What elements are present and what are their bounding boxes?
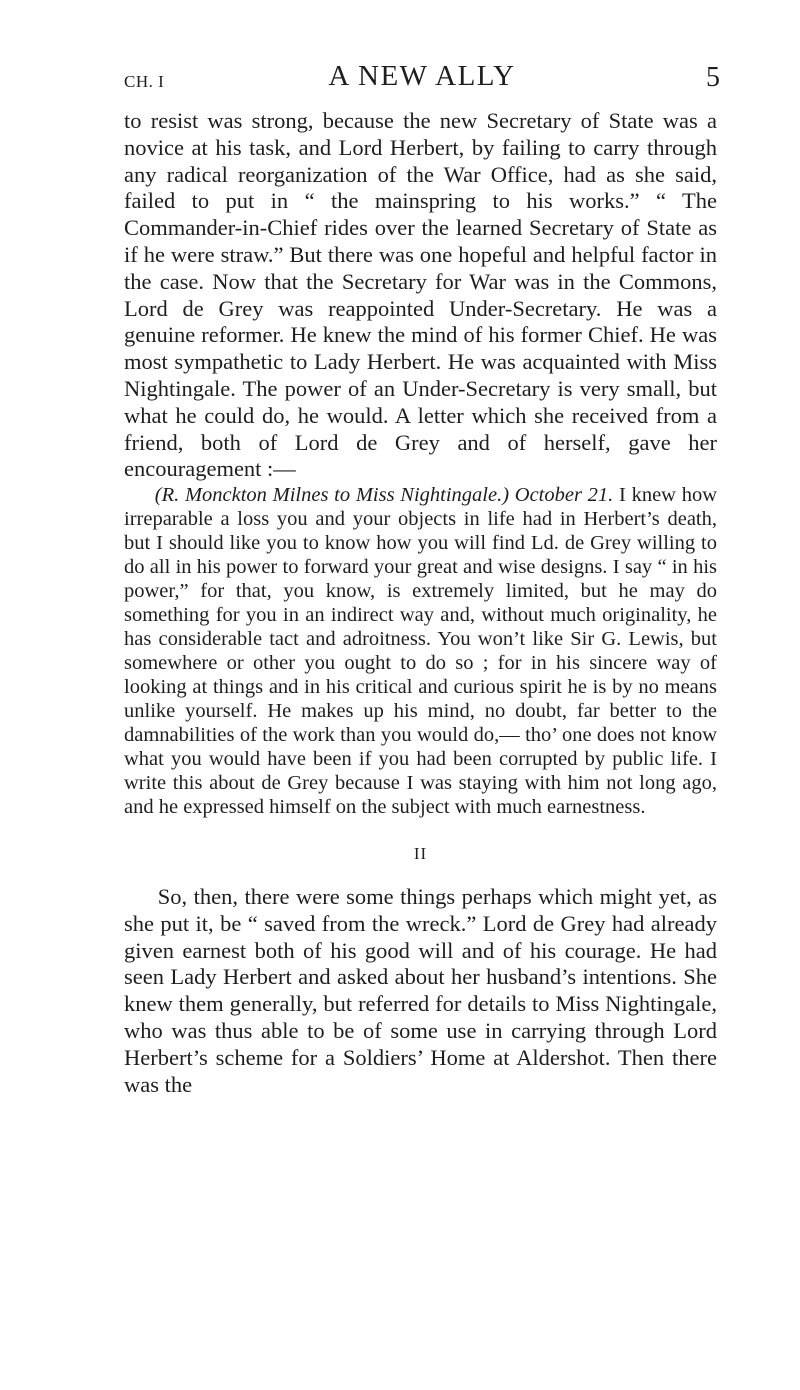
chapter-label: CH. I: [124, 72, 165, 91]
page-body: [124, 108, 717, 1098]
section-number: II: [413, 844, 428, 864]
running-title: A NEW ALLY: [328, 60, 516, 92]
page-number: 5: [706, 62, 720, 93]
letter-text: I knew how irreparable a loss you and your objects in life had in Herbert’s death, but I should like you to know how you will find Ld. de Grey willing to do all in his power to forward your great and wise designs. I say “ in his power,” for that, you know, is extremely limited, but he may do something for you in an indirect way and, without much originality, he has considerable tact and adroitness. You won’t like Sir G. Lewis, but somewhere or other you ought to do so ; for in his sincere way of looking at things and in his critical and curious spirit he is by no means unlike yourself. He makes up his mind, no doubt, far better to the damnabilities of the work than you would do,— tho’ one does not know what you would have been if you had been corrupted by public life. I write this about de Grey because I was staying with him not long ago, and he expressed himself on the subject with much earnestness.: [124, 484, 718, 819]
quoted-letter: [124, 483, 717, 819]
running-header: [124, 60, 720, 100]
opening-paragraph: to resist was strong, because the new Secretary of State was a novice at his task, and Lord Herbert, by failing to carry through any radical reorganization of the War Office, had as she said, failed to put in “ the mainspring to his works.” “ The Commander-in-Chief rides over the learned Secretary of State as if he were straw.” But there was one hopeful and helpful factor in the case. Now that the Secretary for War was in the Commons, Lord de Grey was reappointed Under-Secretary. He was a genuine reformer. He knew the mind of his former Chief. He was most sympathetic to Lady Herbert. He was acquainted with Miss Nightingale. The power of an Under-Secretary is very small, but what he could do, he would. A letter which she received from a friend, both of Lord de Grey and of herself, gave her encouragement :—: [124, 108, 717, 482]
section-paragraph: So, then, there were some things perhaps which might yet, as she put it, be “ saved from the wreck.” Lord de Grey had already given earnest both of his good will and of his courage. He had seen Lady Herbert and asked about her husband’s intentions. She knew them generally, but referred for details to Miss Nightingale, who was thus able to be of some use in carrying through Lord Herbert’s scheme for a Soldiers’ Home at Aldershot. Then there was the: [124, 883, 717, 1097]
letter-heading: (R. Monckton Milnes to Miss Nightingale.) October 21.: [154, 484, 614, 507]
